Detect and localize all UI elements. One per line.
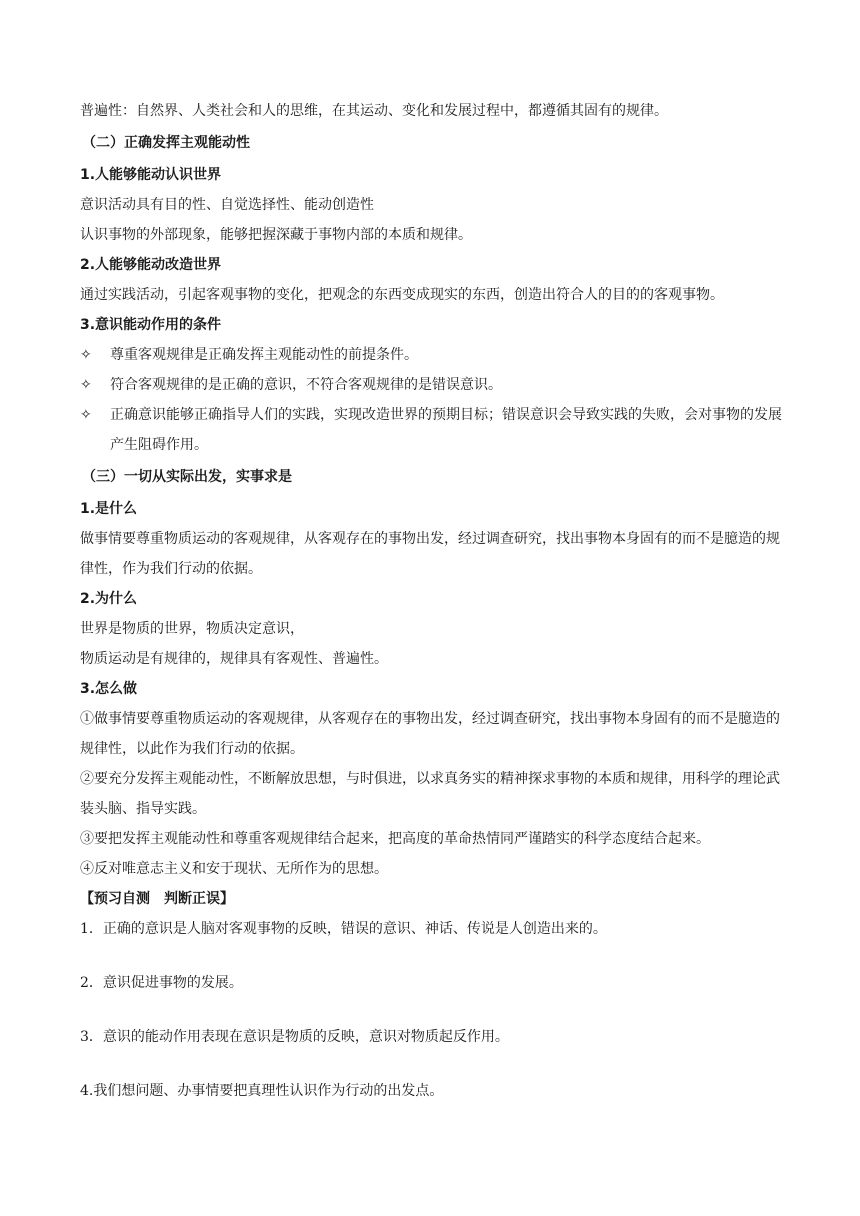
text-line: 物质运动是有规律的，规律具有客观性、普遍性。 (80, 651, 388, 667)
bullet-text: 符合客观规律的是正确的意识，不符合客观规律的是错误意识。 (110, 377, 502, 393)
text-line: 认识事物的外部现象，能够把握深藏于事物内部的本质和规律。 (80, 227, 472, 243)
section-title-2: （二）正确发挥主观能动性 (82, 135, 250, 151)
bullet-item (80, 340, 782, 370)
text-paragraph: 做事情要尊重物质运动的客观规律，从客观存在的事物出发，经过调查研究，找出事物本身固有的而不是臆造的规律性，作为我们行动的依据。 (80, 531, 780, 577)
bullet-text: 尊重客观规律是正确发挥主观能动性的前提条件。 (110, 347, 418, 363)
subsection-title: 1.是什么 (80, 501, 138, 517)
text-line: 通过实践活动，引起客观事物的变化，把观念的东西变成现实的东西，创造出符合人的目的的客观事物。 (80, 287, 724, 303)
subsection-title: 2.人能够能动改造世界 (80, 257, 222, 273)
subsection-title: 2.为什么 (80, 591, 138, 607)
text-line: 意识活动具有目的性、自觉选择性、能动创造性 (80, 197, 374, 213)
quiz-question: 2．意识促进事物的发展。 (80, 975, 243, 991)
quiz-question: 1．正确的意识是人脑对客观事物的反映，错误的意识、神话、传说是人创造出来的。 (80, 921, 607, 937)
quiz-question: 4.我们想问题、办事情要把真理性认识作为行动的出发点。 (80, 1083, 444, 1099)
diamond-bullet-icon: ✧ (80, 347, 92, 363)
bullet-item (80, 370, 782, 400)
subsection-title: 3.意识能动作用的条件 (80, 317, 222, 333)
bullet-item (80, 400, 782, 460)
text-line: 世界是物质的世界，物质决定意识， (80, 621, 304, 637)
subsection-title: 3.怎么做 (80, 681, 138, 697)
subsection-title: 1.人能够能动认识世界 (80, 167, 222, 183)
section-title-3: （三）一切从实际出发，实事求是 (82, 469, 292, 485)
universality-paragraph: 普遍性：自然界、人类社会和人的思维，在其运动、变化和发展过程中，都遵循其固有的规律。 (80, 103, 668, 119)
document-page (80, 96, 782, 1130)
diamond-bullet-icon: ✧ (80, 377, 92, 393)
list-item: ④反对唯意志主义和安于现状、无所作为的思想。 (80, 861, 388, 877)
list-item: ①做事情要尊重物质运动的客观规律，从客观存在的事物出发，经过调查研究，找出事物本身固有的而不是臆造的规律性，以此作为我们行动的依据。 (80, 711, 780, 757)
diamond-bullet-icon: ✧ (80, 407, 92, 423)
list-item: ③要把发挥主观能动性和尊重客观规律结合起来，把高度的革命热情同严谨踏实的科学态度结合起来。 (80, 831, 710, 847)
quiz-question: 3．意识的能动作用表现在意识是物质的反映，意识对物质起反作用。 (80, 1029, 509, 1045)
quiz-heading: 【预习自测 判断正误】 (80, 891, 234, 907)
list-item: ②要充分发挥主观能动性，不断解放思想，与时俱进，以求真务实的精神探求事物的本质和规律，用科学的理论武装头脑、指导实践。 (80, 771, 780, 817)
bullet-text: 正确意识能够正确指导人们的实践，实现改造世界的预期目标；错误意识会导致实践的失败，会对事物的发展产生阻碍作用。 (110, 407, 782, 453)
